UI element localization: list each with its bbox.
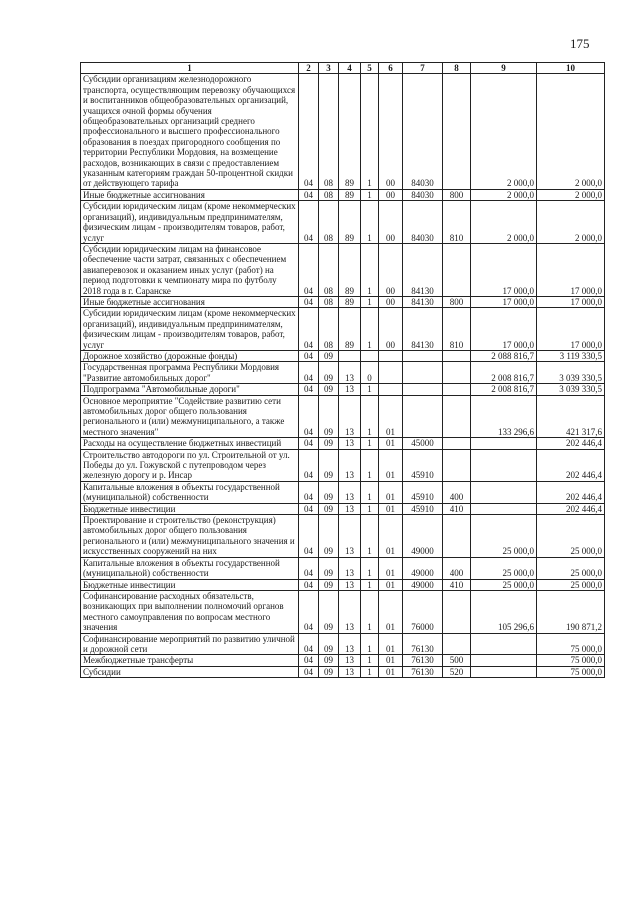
row-section: 04 [299, 655, 319, 666]
row-subprogram: 1 [361, 201, 379, 244]
row-program: 89 [339, 308, 361, 351]
table-row [81, 438, 605, 449]
row-event: 01 [379, 395, 403, 438]
row-direction: 49000 [403, 579, 443, 590]
row-subsection: 09 [319, 579, 339, 590]
row-section: 04 [299, 201, 319, 244]
row-subsection: 08 [319, 308, 339, 351]
row-amount-2019: 25 000,0 [471, 579, 537, 590]
row-subsection: 09 [319, 384, 339, 395]
row-amount-2019 [471, 666, 537, 677]
row-event [379, 362, 403, 384]
row-program: 13 [339, 503, 361, 514]
row-section: 04 [299, 557, 319, 579]
row-program: 89 [339, 74, 361, 189]
row-expense-type [443, 438, 471, 449]
row-name: Капитальные вложения в объекты государственной (муниципальной) собственности [81, 557, 299, 579]
row-amount-2020: 17 000,0 [537, 243, 605, 296]
row-expense-type: 400 [443, 557, 471, 579]
row-direction: 76000 [403, 590, 443, 633]
row-subprogram: 1 [361, 557, 379, 579]
row-program: 13 [339, 449, 361, 481]
row-event: 00 [379, 243, 403, 296]
row-subsection: 08 [319, 201, 339, 244]
row-subprogram: 1 [361, 395, 379, 438]
row-expense-type [443, 243, 471, 296]
column-header: 4 [339, 63, 361, 74]
row-name: Бюджетные инвестиции [81, 503, 299, 514]
row-expense-type [443, 395, 471, 438]
row-event: 01 [379, 666, 403, 677]
row-direction: 84130 [403, 296, 443, 307]
row-direction [403, 362, 443, 384]
row-subprogram: 1 [361, 590, 379, 633]
row-expense-type [443, 590, 471, 633]
row-subsection: 08 [319, 296, 339, 307]
table-header-row [81, 63, 605, 74]
row-subprogram: 1 [361, 579, 379, 590]
row-amount-2020: 202 446,4 [537, 503, 605, 514]
table-row [81, 189, 605, 200]
row-amount-2020: 2 000,0 [537, 201, 605, 244]
row-subprogram: 1 [361, 74, 379, 189]
row-amount-2020: 25 000,0 [537, 515, 605, 558]
row-event [379, 350, 403, 361]
table-row [81, 384, 605, 395]
row-event [379, 384, 403, 395]
row-expense-type: 810 [443, 308, 471, 351]
row-expense-type: 800 [443, 296, 471, 307]
row-direction: 84030 [403, 74, 443, 189]
row-event: 00 [379, 308, 403, 351]
row-name: Подпрограмма "Автомобильные дороги" [81, 384, 299, 395]
row-amount-2019: 2 000,0 [471, 189, 537, 200]
row-expense-type [443, 449, 471, 481]
page-number: 175 [570, 36, 590, 51]
row-subsection: 09 [319, 350, 339, 361]
row-subprogram: 1 [361, 449, 379, 481]
row-amount-2019 [471, 655, 537, 666]
row-subprogram: 1 [361, 438, 379, 449]
row-subsection: 09 [319, 633, 339, 655]
row-program: 13 [339, 362, 361, 384]
row-program: 13 [339, 438, 361, 449]
column-header: 7 [403, 63, 443, 74]
row-program: 13 [339, 557, 361, 579]
row-section: 04 [299, 666, 319, 677]
row-amount-2020: 25 000,0 [537, 579, 605, 590]
row-amount-2020: 75 000,0 [537, 666, 605, 677]
row-program: 13 [339, 395, 361, 438]
table-row [81, 296, 605, 307]
row-event: 01 [379, 590, 403, 633]
table-row [81, 579, 605, 590]
row-amount-2019 [471, 449, 537, 481]
row-expense-type: 800 [443, 189, 471, 200]
column-header: 2 [299, 63, 319, 74]
row-expense-type [443, 384, 471, 395]
row-program: 13 [339, 579, 361, 590]
row-amount-2020: 3 039 330,5 [537, 362, 605, 384]
row-section: 04 [299, 384, 319, 395]
row-subsection: 09 [319, 655, 339, 666]
row-direction: 76130 [403, 666, 443, 677]
row-amount-2020: 25 000,0 [537, 557, 605, 579]
row-section: 04 [299, 362, 319, 384]
row-direction [403, 350, 443, 361]
row-section: 04 [299, 189, 319, 200]
row-section: 04 [299, 515, 319, 558]
row-name: Проектирование и строительство (реконструкция) автомобильных дорог общего пользования регионального и (или) межмуниципального значения и искусственных сооружений на них [81, 515, 299, 558]
column-header: 10 [537, 63, 605, 74]
row-amount-2019: 2 088 816,7 [471, 350, 537, 361]
row-direction: 76130 [403, 655, 443, 666]
table-row [81, 481, 605, 503]
row-program: 89 [339, 296, 361, 307]
column-header: 3 [319, 63, 339, 74]
row-amount-2020: 2 000,0 [537, 189, 605, 200]
row-program: 13 [339, 666, 361, 677]
row-section: 04 [299, 308, 319, 351]
row-amount-2019: 25 000,0 [471, 515, 537, 558]
row-subsection: 09 [319, 515, 339, 558]
budget-table [80, 62, 605, 678]
row-event: 00 [379, 74, 403, 189]
row-name: Софинансирование мероприятий по развитию уличной и дорожной сети [81, 633, 299, 655]
row-program: 13 [339, 515, 361, 558]
row-amount-2019: 2 008 816,7 [471, 384, 537, 395]
row-program: 89 [339, 201, 361, 244]
row-direction: 45000 [403, 438, 443, 449]
row-subsection: 09 [319, 362, 339, 384]
table-row [81, 362, 605, 384]
row-amount-2020: 75 000,0 [537, 633, 605, 655]
row-subsection: 09 [319, 438, 339, 449]
row-amount-2020: 3 039 330,5 [537, 384, 605, 395]
row-subsection: 09 [319, 449, 339, 481]
row-event: 01 [379, 655, 403, 666]
row-subprogram: 1 [361, 633, 379, 655]
row-program [339, 350, 361, 361]
row-event: 01 [379, 481, 403, 503]
row-amount-2020: 17 000,0 [537, 308, 605, 351]
row-amount-2020: 202 446,4 [537, 481, 605, 503]
table-row [81, 503, 605, 514]
row-amount-2019: 2 008 816,7 [471, 362, 537, 384]
row-direction: 84130 [403, 308, 443, 351]
row-subprogram: 1 [361, 503, 379, 514]
row-amount-2019 [471, 633, 537, 655]
row-amount-2019: 2 000,0 [471, 74, 537, 189]
row-direction [403, 384, 443, 395]
row-section: 04 [299, 449, 319, 481]
row-expense-type [443, 633, 471, 655]
row-amount-2019: 17 000,0 [471, 243, 537, 296]
row-direction: 49000 [403, 557, 443, 579]
row-subprogram: 1 [361, 308, 379, 351]
table-row [81, 655, 605, 666]
table-row [81, 74, 605, 189]
table-row [81, 666, 605, 677]
row-event: 00 [379, 201, 403, 244]
row-direction: 45910 [403, 503, 443, 514]
row-amount-2020: 190 871,2 [537, 590, 605, 633]
row-name: Расходы на осуществление бюджетных инвестиций [81, 438, 299, 449]
row-subsection: 09 [319, 590, 339, 633]
row-section: 04 [299, 395, 319, 438]
column-header: 9 [471, 63, 537, 74]
row-name: Бюджетные инвестиции [81, 579, 299, 590]
row-program: 89 [339, 189, 361, 200]
row-direction: 84030 [403, 201, 443, 244]
row-amount-2019: 17 000,0 [471, 308, 537, 351]
row-name: Строительство автодороги по ул. Строительной от ул. Победы до ул. Гожувской с путепроводом через железную дорогу и р. Инсар [81, 449, 299, 481]
row-event: 00 [379, 296, 403, 307]
row-expense-type [443, 350, 471, 361]
column-header: 5 [361, 63, 379, 74]
row-subprogram [361, 350, 379, 361]
row-amount-2020: 202 446,4 [537, 438, 605, 449]
table-row [81, 633, 605, 655]
row-amount-2019 [471, 481, 537, 503]
row-section: 04 [299, 74, 319, 189]
table-row [81, 449, 605, 481]
row-name: Субсидии юридическим лицам (кроме некоммерческих организаций), индивидуальным предпринимателям, физическим лицам - производителям товаров, работ, услуг [81, 201, 299, 244]
row-expense-type [443, 362, 471, 384]
row-name: Основное мероприятие "Содействие развитию сети автомобильных дорог общего пользования регионального и (или) межмуниципального, а также местного значения" [81, 395, 299, 438]
table-row [81, 201, 605, 244]
row-subsection: 08 [319, 74, 339, 189]
row-expense-type: 500 [443, 655, 471, 666]
row-amount-2019: 105 296,6 [471, 590, 537, 633]
row-direction [403, 395, 443, 438]
row-event: 01 [379, 515, 403, 558]
row-name: Субсидии [81, 666, 299, 677]
row-amount-2019: 17 000,0 [471, 296, 537, 307]
row-subsection: 09 [319, 666, 339, 677]
row-expense-type: 810 [443, 201, 471, 244]
row-subprogram: 1 [361, 666, 379, 677]
row-name: Софинансирование расходных обязательств, возникающих при выполнении полномочий органов местного самоуправления по вопросам местного значения [81, 590, 299, 633]
row-amount-2020: 2 000,0 [537, 74, 605, 189]
row-subsection: 09 [319, 503, 339, 514]
row-name: Межбюджетные трансферты [81, 655, 299, 666]
row-program: 13 [339, 655, 361, 666]
row-amount-2019 [471, 438, 537, 449]
table-row [81, 308, 605, 351]
row-section: 04 [299, 481, 319, 503]
row-name: Иные бюджетные ассигнования [81, 189, 299, 200]
row-amount-2020: 202 446,4 [537, 449, 605, 481]
row-subprogram: 1 [361, 655, 379, 666]
row-direction: 45910 [403, 449, 443, 481]
row-direction: 49000 [403, 515, 443, 558]
row-amount-2020: 17 000,0 [537, 296, 605, 307]
row-section: 04 [299, 243, 319, 296]
row-event: 01 [379, 579, 403, 590]
row-event: 01 [379, 503, 403, 514]
row-subsection: 08 [319, 189, 339, 200]
row-amount-2020: 3 119 330,5 [537, 350, 605, 361]
row-amount-2020: 421 317,6 [537, 395, 605, 438]
row-section: 04 [299, 296, 319, 307]
row-name: Субсидии юридическим лицам на финансовое обеспечение части затрат, связанных с обеспечением авиаперевозок и оказанием иных услуг (работ) на период подготовки к чемпионату мира по футболу 2018 года в г. Саранске [81, 243, 299, 296]
row-amount-2020: 75 000,0 [537, 655, 605, 666]
row-section: 04 [299, 590, 319, 633]
row-amount-2019 [471, 503, 537, 514]
row-direction: 45910 [403, 481, 443, 503]
table-row [81, 243, 605, 296]
row-program: 13 [339, 590, 361, 633]
row-subsection: 09 [319, 481, 339, 503]
row-name: Государственная программа Республики Мордовия "Развитие автомобильных дорог" [81, 362, 299, 384]
row-name: Субсидии юридическим лицам (кроме некоммерческих организаций), индивидуальным предпринимателям, физическим лицам - производителям товаров, работ, услуг [81, 308, 299, 351]
row-expense-type: 410 [443, 579, 471, 590]
row-program: 13 [339, 481, 361, 503]
row-direction: 84030 [403, 189, 443, 200]
row-amount-2019: 25 000,0 [471, 557, 537, 579]
row-section: 04 [299, 503, 319, 514]
row-section: 04 [299, 579, 319, 590]
row-expense-type [443, 515, 471, 558]
row-subsection: 09 [319, 557, 339, 579]
column-header: 1 [81, 63, 299, 74]
row-name: Капитальные вложения в объекты государственной (муниципальной) собственности [81, 481, 299, 503]
row-name: Иные бюджетные ассигнования [81, 296, 299, 307]
row-event: 00 [379, 189, 403, 200]
row-event: 01 [379, 438, 403, 449]
row-subprogram: 1 [361, 384, 379, 395]
row-subprogram: 1 [361, 481, 379, 503]
row-subsection: 08 [319, 243, 339, 296]
row-event: 01 [379, 449, 403, 481]
row-amount-2019: 133 296,6 [471, 395, 537, 438]
row-direction: 84130 [403, 243, 443, 296]
row-subprogram: 1 [361, 189, 379, 200]
table-row [81, 515, 605, 558]
column-header: 6 [379, 63, 403, 74]
row-program: 89 [339, 243, 361, 296]
row-amount-2019: 2 000,0 [471, 201, 537, 244]
column-header: 8 [443, 63, 471, 74]
row-subprogram: 1 [361, 296, 379, 307]
row-section: 04 [299, 633, 319, 655]
row-expense-type: 410 [443, 503, 471, 514]
row-subprogram: 0 [361, 362, 379, 384]
row-name: Субсидии организациям железнодорожного транспорта, осуществляющим перевозку обучающихся и воспитанников общеобразовательных организаций, учащихся очной формы обучения общеобразовательных организаций среднего профессионального и высшего профессионального образования в поездах пригородного сообщения по территории Республики Мордовия, на возмещение расходов, возникающих в связи с предоставлением указанным категориям граждан 50-процентной скидки от действующего тарифа [81, 74, 299, 189]
row-expense-type: 400 [443, 481, 471, 503]
row-subprogram: 1 [361, 515, 379, 558]
row-expense-type [443, 74, 471, 189]
row-section: 04 [299, 350, 319, 361]
row-section: 04 [299, 438, 319, 449]
table-row [81, 395, 605, 438]
row-direction: 76130 [403, 633, 443, 655]
row-expense-type: 520 [443, 666, 471, 677]
table-row [81, 350, 605, 361]
row-event: 01 [379, 633, 403, 655]
row-event: 01 [379, 557, 403, 579]
table-row [81, 590, 605, 633]
row-program: 13 [339, 384, 361, 395]
table-row [81, 557, 605, 579]
row-program: 13 [339, 633, 361, 655]
row-subsection: 09 [319, 395, 339, 438]
row-subprogram: 1 [361, 243, 379, 296]
row-name: Дорожное хозяйство (дорожные фонды) [81, 350, 299, 361]
table-body [81, 74, 605, 678]
